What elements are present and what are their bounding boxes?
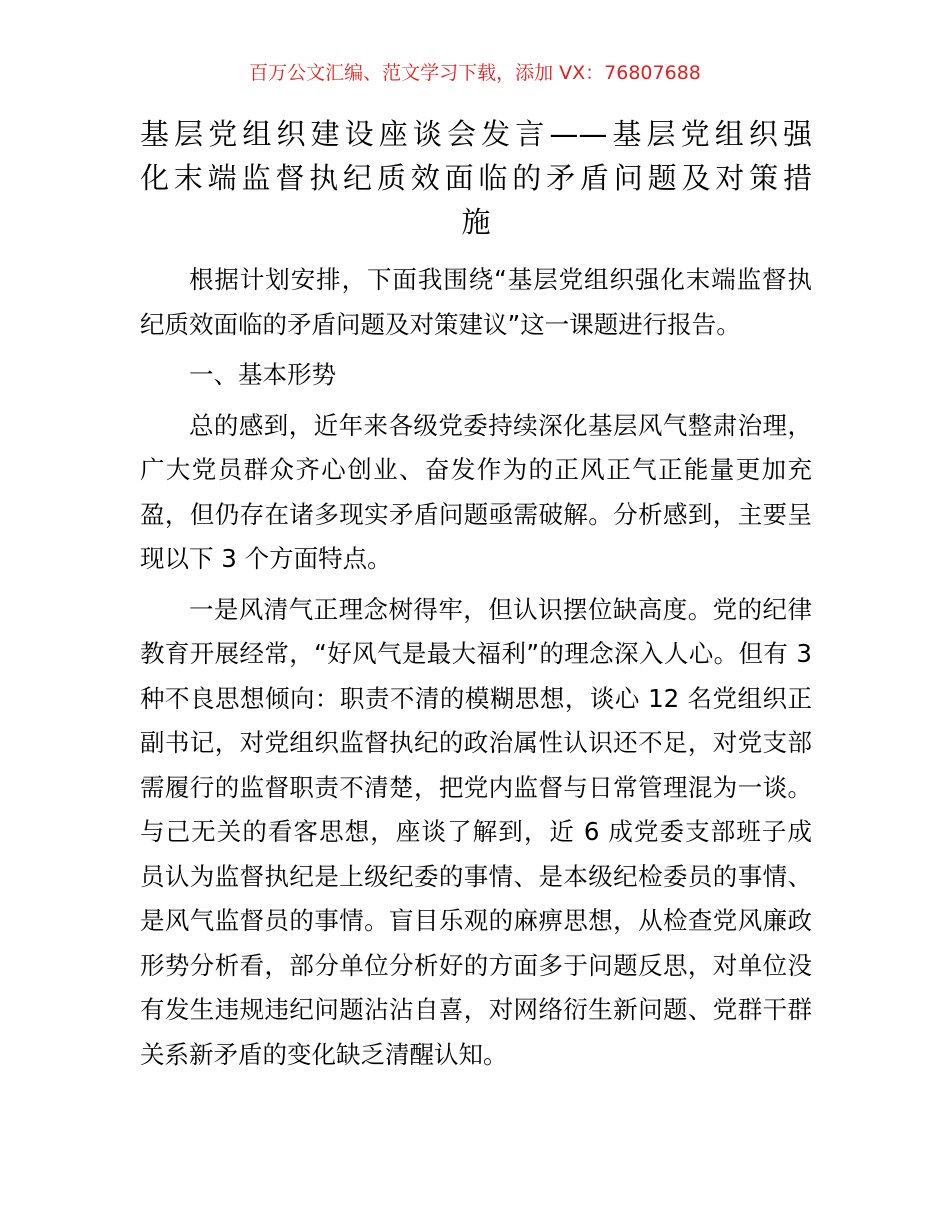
text-line: 种不良思想倾向：职责不清的模糊思想，谈心 12 名党组织正 [140, 683, 812, 713]
paragraph-overview [140, 404, 812, 582]
text-line: 现以下 3 个方面特点。 [140, 544, 392, 573]
document-title [140, 112, 812, 244]
text-line: 关系新矛盾的变化缺乏清醒认知。 [140, 1039, 508, 1069]
document-body [140, 258, 812, 1083]
title-line: 基层党组织建设座谈会发言——基层党组织强 [140, 117, 812, 151]
text-line: 是风气监督员的事情。盲目乐观的麻痹思想，从检查党风廉政 [140, 906, 812, 935]
text-line: 纪质效面临的矛盾问题及对策建议”这一课题进行报告。 [140, 309, 741, 339]
text-line: 盈，但仍存在诸多现实矛盾问题亟需破解。分析感到，主要呈 [140, 499, 812, 529]
text-line: 教育开展经常，“好风气是最大福利”的理念深入人心。但有 3 [140, 639, 812, 668]
text-line: 有发生违规违纪问题沾沾自喜，对网络衍生新问题、党群干群 [140, 995, 812, 1024]
watermark-header: 百万公文汇编、范文学习下载，添加 VX：76807688 [249, 62, 701, 84]
title-line: 化末端监督执纪质效面临的矛盾问题及对策措 [140, 161, 812, 195]
heading-text: 一、基本形势 [189, 360, 336, 389]
text-line: 一是风清气正理念树得牢，但认识摆位缺高度。党的纪律 [189, 594, 812, 624]
text-line: 总的感到，近年来各级党委持续深化基层风气整肃治理， [189, 410, 812, 440]
paragraph-intro [140, 258, 812, 347]
text-line: 副书记，对党组织监督执纪的政治属性认识还不足，对党支部 [140, 728, 812, 757]
paragraph-point-one [140, 588, 812, 1078]
text-line: 形势分析看，部分单位分析好的方面多于问题反思，对单位没 [140, 950, 812, 980]
text-line: 与己无关的看客思想，座谈了解到，近 6 成党委支部班子成 [140, 817, 812, 846]
text-line: 员认为监督执纪是上级纪委的事情、是本级纪检委员的事情、 [140, 861, 812, 891]
text-line: 需履行的监督职责不清楚，把党内监督与日常管理混为一谈。 [140, 772, 812, 802]
text-line: 根据计划安排，下面我围绕“基层党组织强化末端监督执 [189, 265, 812, 294]
text-line: 广大党员群众齐心创业、奋发作为的正风正气正能量更加充 [140, 455, 812, 484]
title-line: 施 [461, 205, 491, 239]
section-heading [140, 353, 812, 398]
